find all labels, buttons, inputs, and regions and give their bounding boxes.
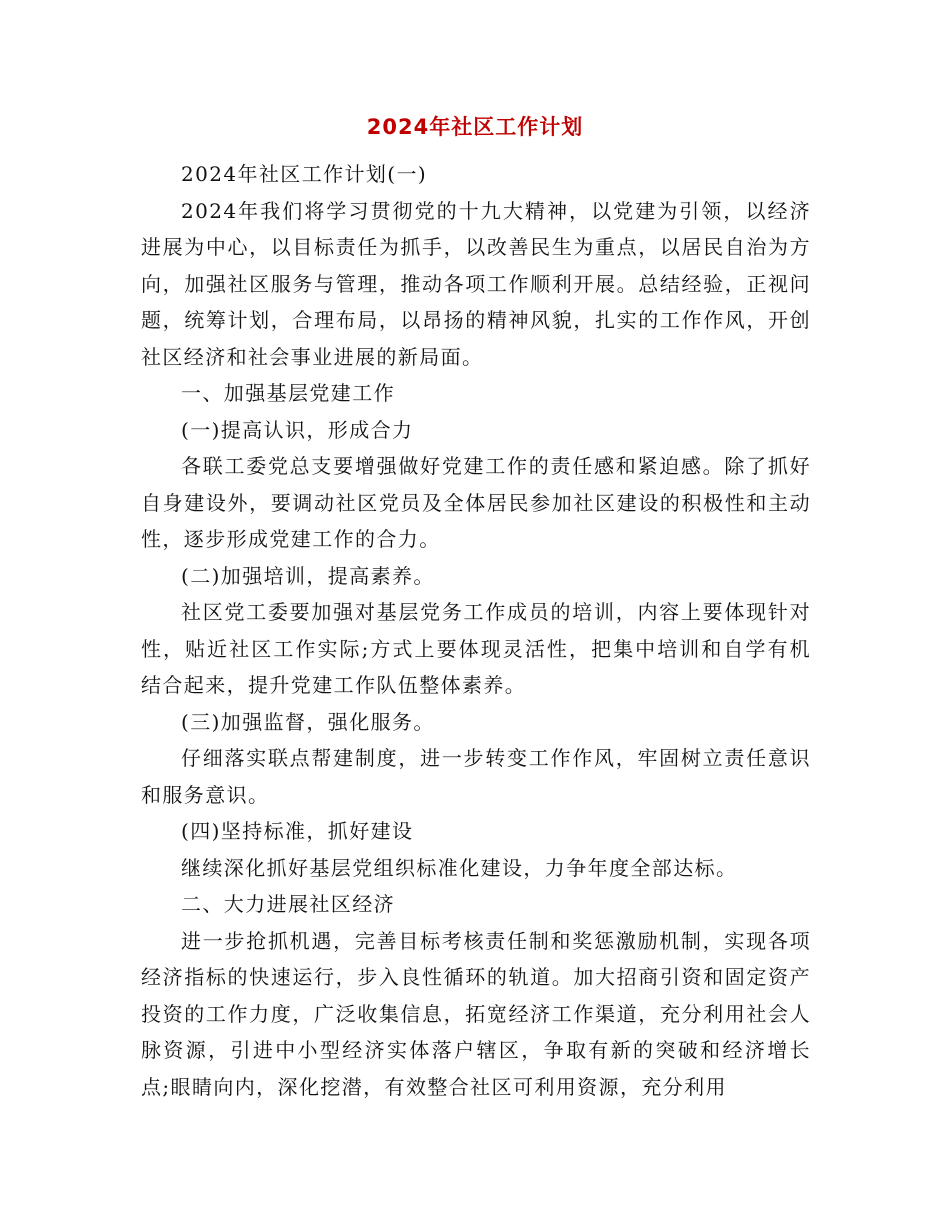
document-title: 2024年社区工作计划 (366, 115, 584, 139)
body-paragraph: 继续深化抓好基层党组织标准化建设，力争年度全部达标。 (181, 855, 738, 880)
body-paragraph: 各联工委党总支要增强做好党建工作的责任感和紧迫感。除了抓好自身建设外，要调动社区党员及全体居民参加社区建设的积极性和主动性，逐步形成党建工作的合力。 (141, 454, 811, 551)
section-heading: 2024年社区工作计划(一) (181, 162, 428, 186)
body-paragraph: 社区党工委要加强对基层党务工作成员的培训，内容上要体现针对性，贴近社区工作实际;方式上要体现灵活性，把集中培训和自学有机结合起来，提升党建工作队伍整体素养。 (141, 600, 811, 697)
document-body (141, 156, 811, 1105)
subsection-heading: (四)坚持标准，抓好建设 (181, 819, 414, 843)
section-heading: 一、加强基层党建工作 (181, 381, 395, 405)
subsection-heading: (一)提高认识，形成合力 (181, 417, 414, 442)
body-paragraph: 仔细落实联点帮建制度，进一步转变工作作风，牢固树立责任意识和服务意识。 (141, 746, 811, 807)
body-paragraph: 进一步抢抓机遇，完善目标考核责任制和奖惩激励机制，实现各项经济指标的快速运行，步入良性循环的轨道。加大招商引资和固定资产投资的工作力度，广泛收集信息，拓宽经济工作渠道，充分利用社会人脉资源，引进中小型经济实体落户辖区，争取有新的突破和经济增长点;眼睛向内，深化挖潜，有效整合社区可利用资源，充分利用 (141, 928, 811, 1099)
subsection-heading: (二)加强培训，提高素养。 (181, 563, 435, 588)
section-heading: 二、大力进展社区经济 (181, 892, 395, 916)
subsection-heading: (三)加强监督，强化服务。 (181, 709, 435, 734)
body-paragraph: 2024年我们将学习贯彻党的十九大精神，以党建为引领，以经济进展为中心，以目标责任为抓手，以改善民生为重点，以居民自治为方向，加强社区服务与管理，推动各项工作顺利开展。总结经验，正视问题，统筹计划，合理布局，以昂扬的精神风貌，扎实的工作作风，开创社区经济和社会事业进展的新局面。 (141, 198, 811, 369)
